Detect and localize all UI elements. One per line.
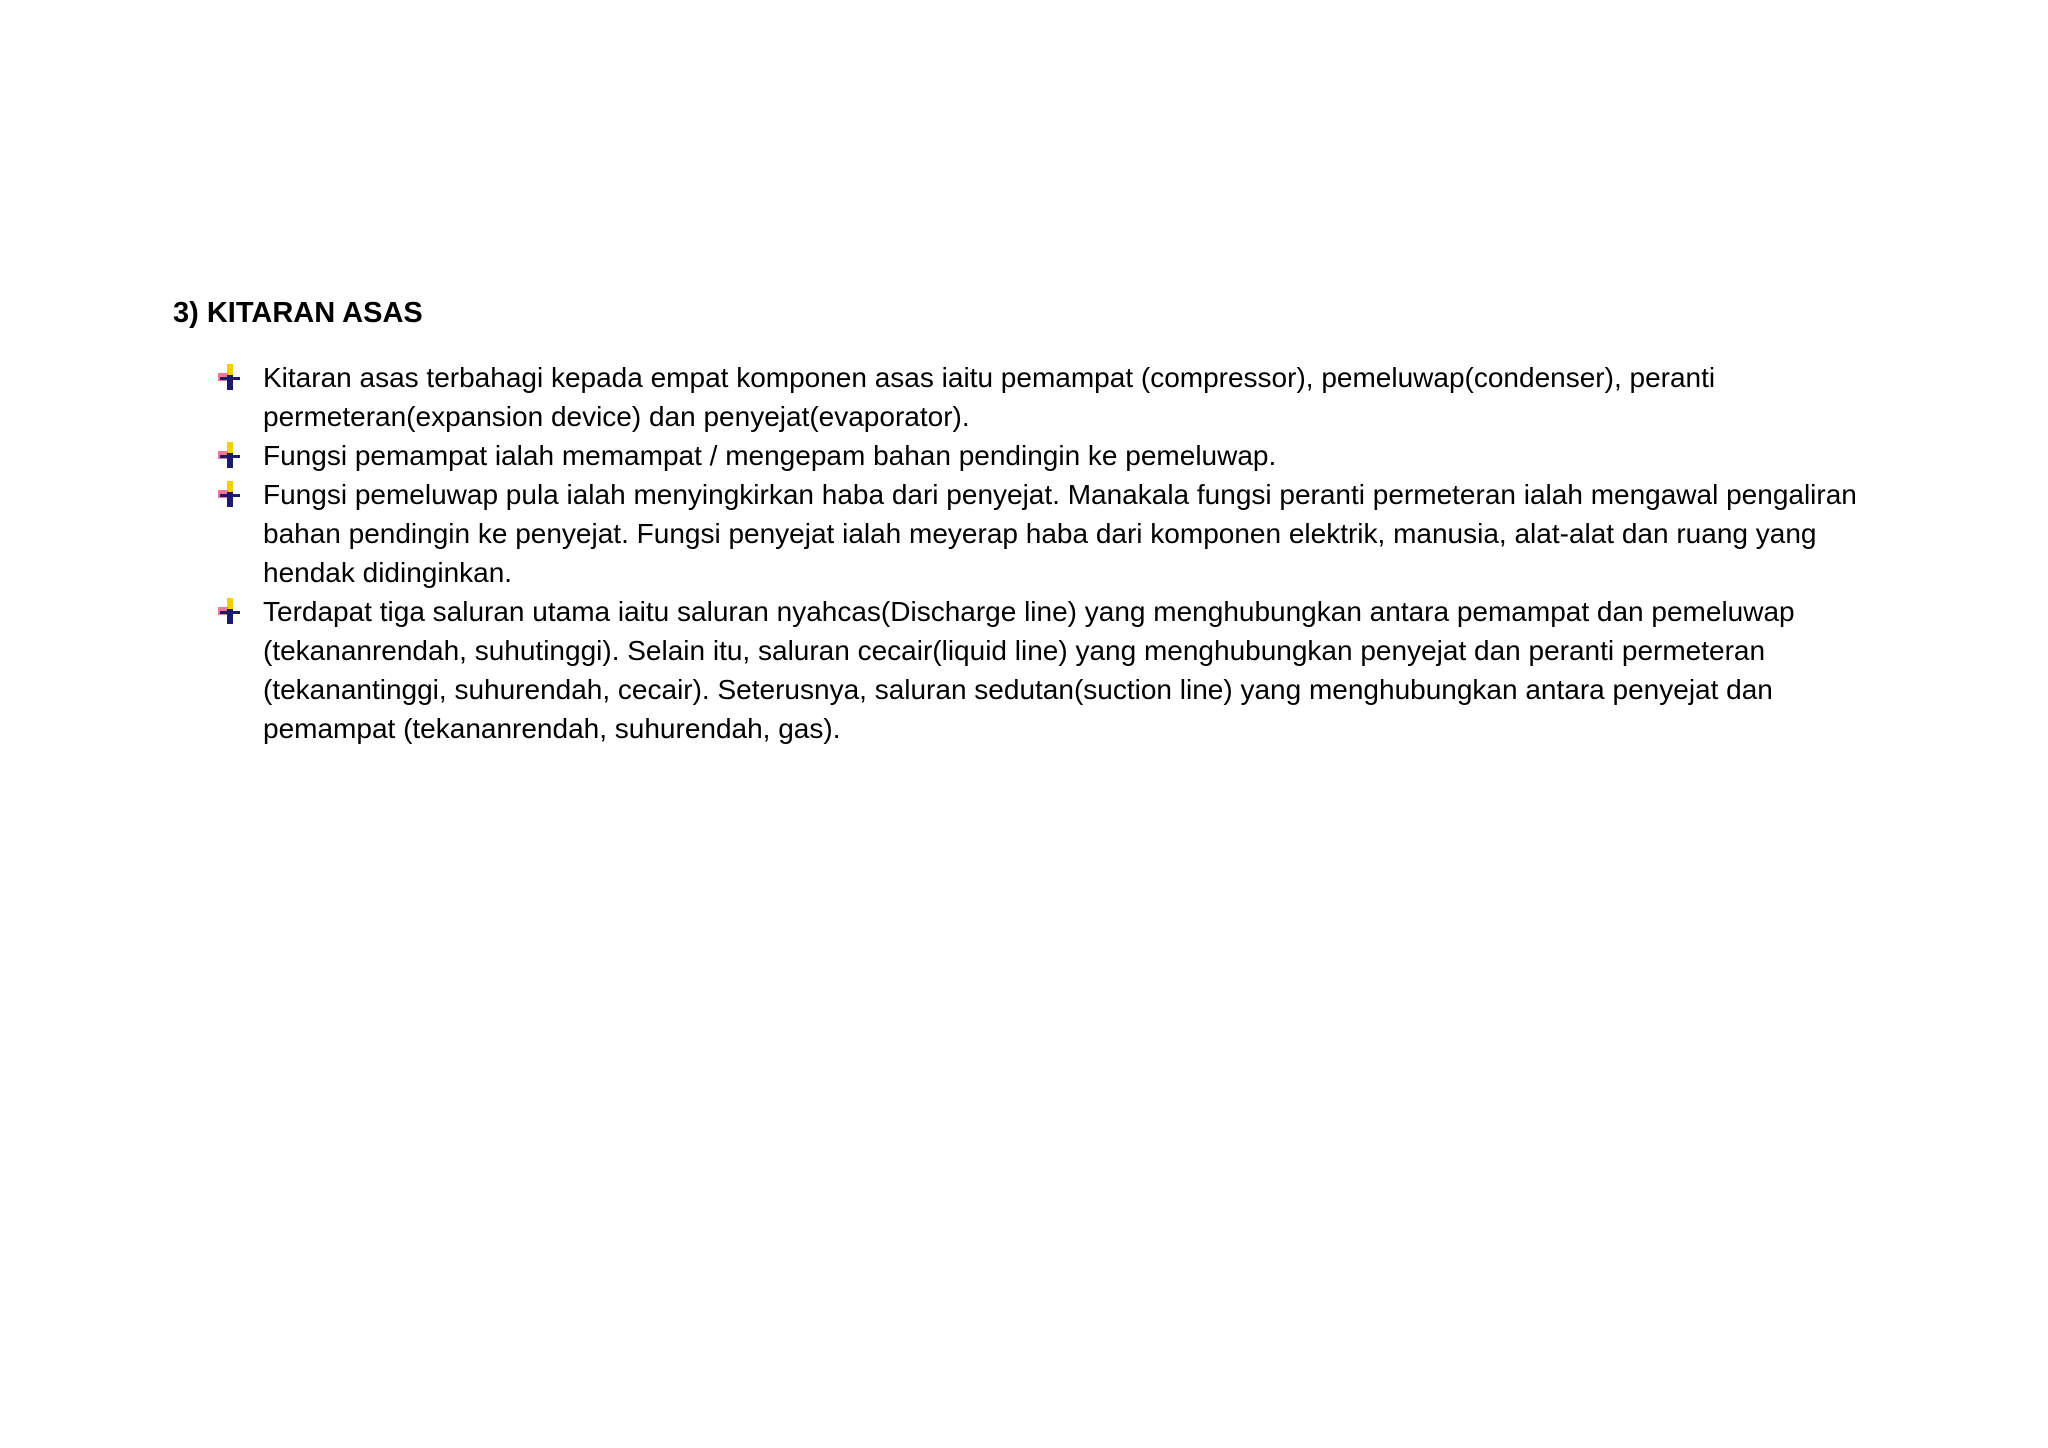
bullet-text: Fungsi pemampat ialah memampat / mengepam bahan pendingin ke pemeluwap. [263, 440, 1277, 471]
bullet-text: Fungsi pemeluwap pula ialah menyingkirkan haba dari penyejat. Manakala fungsi peranti permeteran ialah mengawal pengaliran bahan pendingin ke penyejat. Fungsi penyejat ialah meyerap haba dari komponen elektrik, manusia, alat-alat dan ruang yang hendak didinginkan. [263, 479, 1857, 588]
colored-cross-bullet-icon [218, 364, 242, 390]
list-item [218, 436, 1898, 475]
list-item [218, 475, 1898, 592]
colored-cross-bullet-icon [218, 598, 242, 624]
colored-cross-bullet-icon [218, 442, 242, 468]
list-item [218, 358, 1898, 436]
bullet-text: Kitaran asas terbahagi kepada empat komponen asas iaitu pemampat (compressor), pemeluwap(condenser), peranti permeteran(expansion device) dan penyejat(evaporator). [263, 362, 1716, 432]
bullet-list [218, 358, 1898, 748]
section-heading: 3) KITARAN ASAS [173, 297, 423, 329]
bullet-text: Terdapat tiga saluran utama iaitu saluran nyahcas(Discharge line) yang menghubungkan antara pemampat dan pemeluwap (tekananrendah, suhutinggi). Selain itu, saluran cecair(liquid line) yang menghubungkan penyejat dan peranti permeteran (tekanantinggi, suhurendah, cecair). Seterusnya, saluran sedutan(suction line) yang menghubungkan antara penyejat dan pemampat (tekananrendah, suhurendah, gas). [263, 596, 1795, 744]
colored-cross-bullet-icon [218, 481, 242, 507]
list-item [218, 592, 1898, 748]
